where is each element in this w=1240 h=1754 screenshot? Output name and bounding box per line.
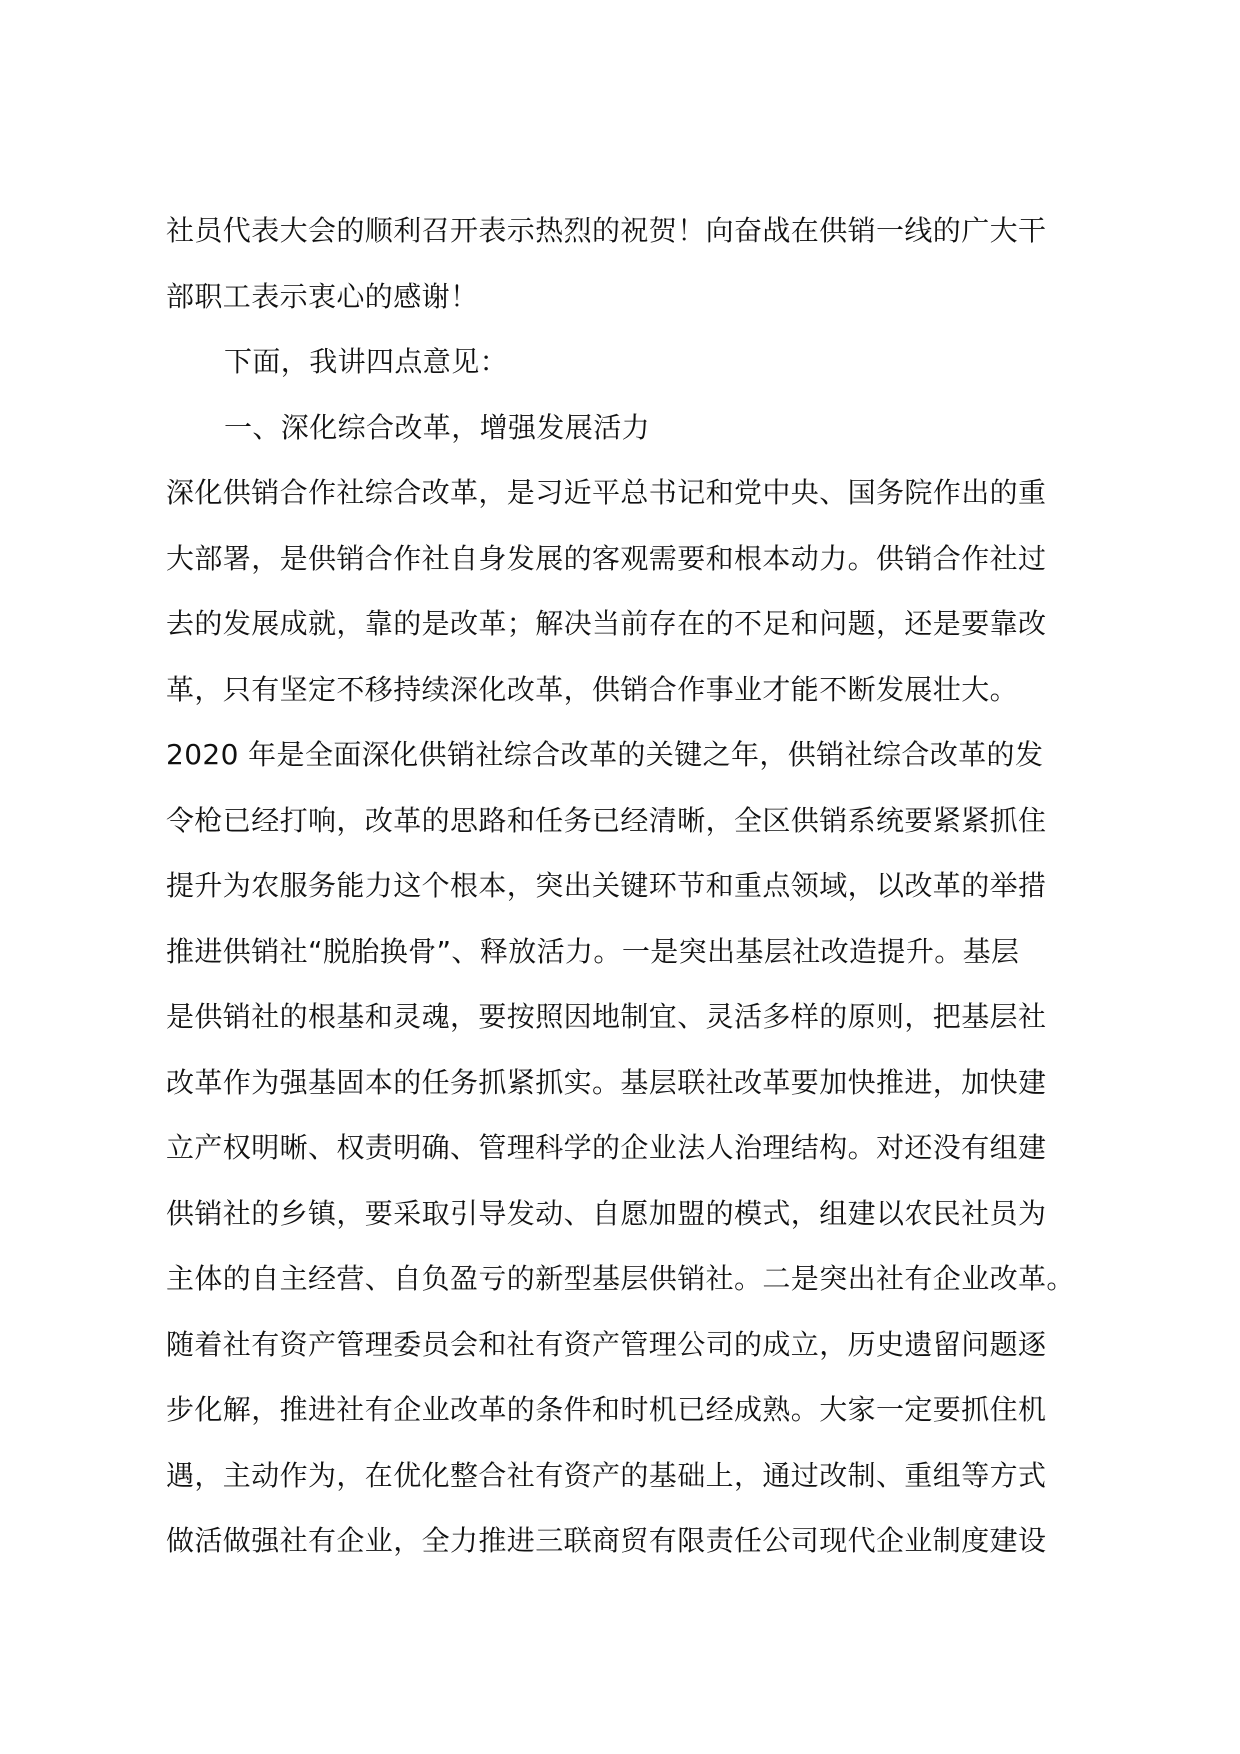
text-line: 步化解，推进社有企业改革的条件和时机已经成熟。大家一定要抓住机 bbox=[166, 1393, 1047, 1426]
text-line: 提升为农服务能力这个根本，突出关键环节和重点领域，以改革的举措 bbox=[166, 869, 1047, 902]
text-line: 去的发展成就，靠的是改革；解决当前存在的不足和问题，还是要靠改 bbox=[166, 607, 1047, 640]
text-line: 遇，主动作为，在优化整合社有资产的基础上，通过改制、重组等方式 bbox=[166, 1458, 1047, 1492]
text-line: 随着社有资产管理委员会和社有资产管理公司的成立，历史遗留问题逐 bbox=[166, 1327, 1047, 1361]
section-heading: 一、深化综合改革，增强发展活力 bbox=[224, 410, 651, 444]
text-line: 令枪已经打响，改革的思路和任务已经清晰，全区供销系统要紧紧抓住 bbox=[166, 803, 1047, 837]
text-line: 2020 年是全面深化供销社综合改革的关键之年，供销社综合改革的发 bbox=[166, 738, 1044, 771]
text-line: 大部署，是供销合作社自身发展的客观需要和根本动力。供销合作社过 bbox=[166, 541, 1047, 575]
text-line: 革，只有坚定不移持续深化改革，供销合作事业才能不断发展壮大。 bbox=[166, 672, 1019, 706]
text-line: 立产权明晰、权责明确、管理科学的企业法人治理结构。对还没有组建 bbox=[166, 1131, 1047, 1164]
text-line: 供销社的乡镇，要采取引导发动、自愿加盟的模式，组建以农民社员为 bbox=[166, 1196, 1047, 1230]
text-line: 是供销社的根基和灵魂，要按照因地制宜、灵活多样的原则，把基层社 bbox=[166, 1000, 1047, 1033]
paragraph-intro: 下面，我讲四点意见： bbox=[224, 345, 509, 378]
text-line: 社员代表大会的顺利召开表示热烈的祝贺！向奋战在供销一线的广大干 bbox=[166, 214, 1047, 247]
text-line: 做活做强社有企业，全力推进三联商贸有限责任公司现代企业制度建设 bbox=[166, 1524, 1047, 1557]
document-body bbox=[166, 198, 1086, 1574]
text-line: 推进供销社“脱胎换骨”、释放活力。一是突出基层社改造提升。基层 bbox=[166, 934, 1020, 968]
text-line: 深化供销合作社综合改革，是习近平总书记和党中央、国务院作出的重 bbox=[166, 476, 1047, 509]
text-line: 部职工表示衷心的感谢！ bbox=[166, 279, 479, 313]
text-line: 改革作为强基固本的任务抓紧抓实。基层联社改革要加快推进，加快建 bbox=[166, 1065, 1047, 1099]
text-line: 主体的自主经营、自负盈亏的新型基层供销社。二是突出社有企业改革。 bbox=[166, 1262, 1075, 1295]
